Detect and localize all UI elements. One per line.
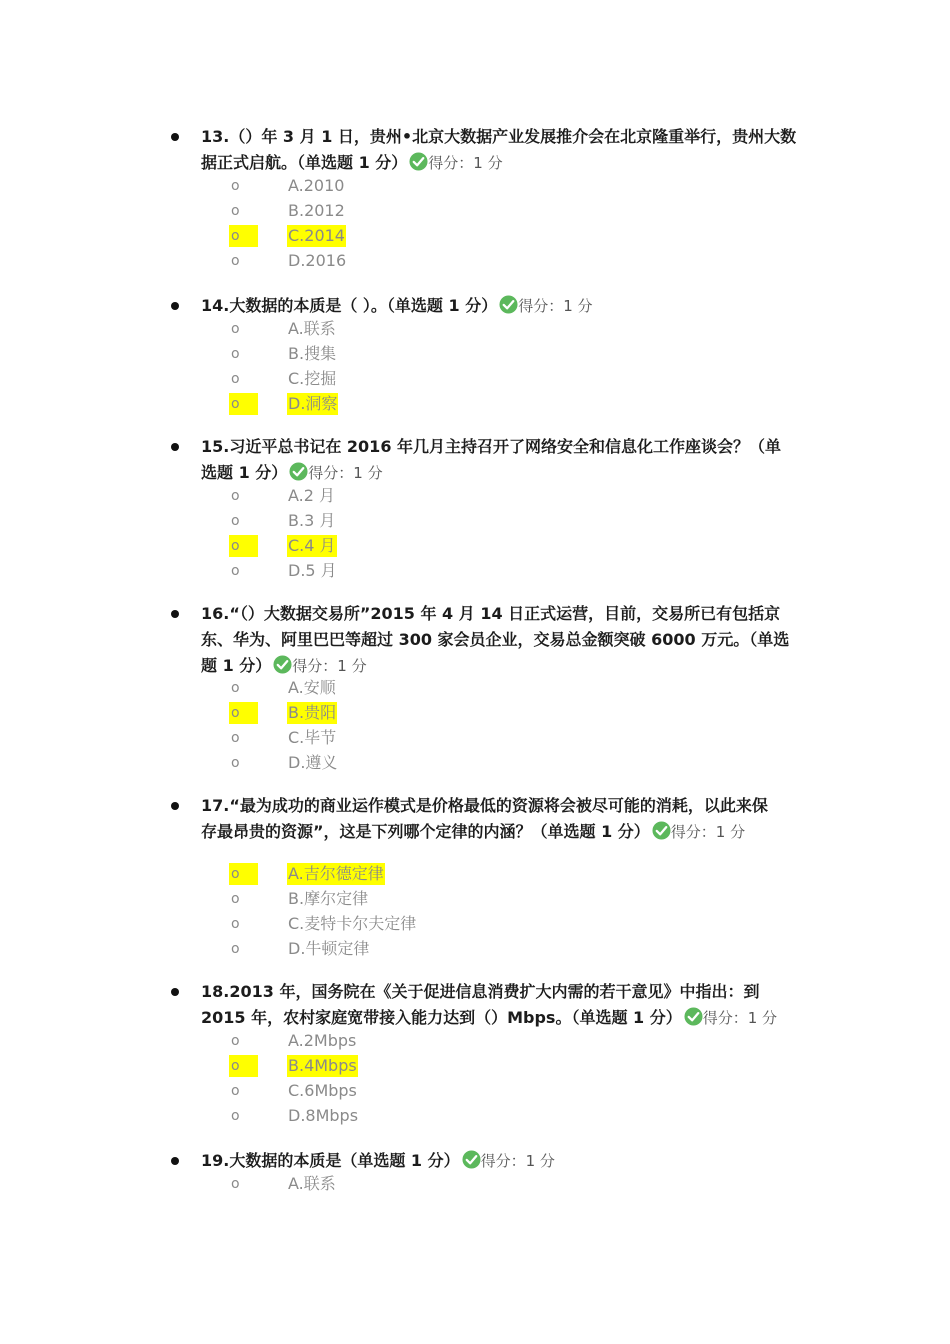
list-bullet — [171, 1157, 179, 1165]
answer-option[interactable] — [229, 250, 629, 272]
option-bullet: o — [231, 371, 240, 387]
answer-option[interactable] — [229, 677, 629, 699]
answer-option[interactable] — [229, 175, 629, 197]
score-label: 得分：1 分 — [518, 297, 593, 315]
option-label: D.遵义 — [288, 753, 338, 772]
question-text-line: 13.（）年 3 月 1 日，贵州•北京大数据产业发展推介会在北京隆重举行，贵州大数 — [201, 127, 797, 146]
question-text-line: 存最昂贵的资源”，这是下列哪个定律的内涵？（单选题 1 分） — [201, 822, 650, 841]
option-label: C.2014 — [288, 226, 345, 245]
question-text-line: 据正式启航。（单选题 1 分） — [201, 153, 408, 172]
option-label: B.贵阳 — [288, 703, 337, 722]
answer-option[interactable] — [229, 368, 629, 390]
option-label: C.麦特卡尔夫定律 — [288, 914, 417, 933]
answer-option[interactable] — [229, 1080, 629, 1102]
check-icon — [684, 1007, 703, 1026]
question-text-line: 14.大数据的本质是（ ）。（单选题 1 分） — [201, 296, 498, 315]
score-label: 得分：1 分 — [670, 823, 746, 841]
option-bullet: o — [231, 941, 240, 957]
question-text-line: 2015 年，农村家庭宽带接入能力达到（）Mbps。（单选题 1 分） — [201, 1008, 682, 1027]
list-bullet — [171, 302, 179, 310]
answer-option[interactable] — [229, 560, 629, 582]
option-bullet: o — [231, 253, 240, 269]
option-label: C.6Mbps — [288, 1081, 357, 1100]
score-label: 得分：1 分 — [480, 1152, 555, 1170]
question-text-line: 题 1 分） — [201, 656, 272, 675]
question-text-line: 17.“最为成功的商业运作模式是价格最低的资源将会被尽可能的消耗，以此来保 — [201, 796, 768, 815]
option-bullet: o — [231, 563, 240, 579]
answer-option[interactable] — [229, 752, 629, 774]
option-bullet: o — [231, 1033, 240, 1049]
option-bullet: o — [231, 178, 240, 194]
option-label: A.安顺 — [288, 678, 336, 697]
option-label: B.3 月 — [288, 511, 336, 530]
question-text-line: 19.大数据的本质是（单选题 1 分） — [201, 1151, 460, 1170]
option-bullet: o — [231, 916, 240, 932]
answer-option[interactable] — [229, 318, 629, 340]
question-title — [201, 434, 807, 486]
answer-option[interactable] — [229, 727, 629, 749]
question-text-line: 东、华为、阿里巴巴等超过 300 家会员企业，交易总金额突破 6000 万元。（单选 — [201, 630, 790, 649]
option-bullet: o — [231, 346, 240, 362]
option-bullet: o — [231, 891, 240, 907]
option-label: D.2016 — [288, 251, 347, 270]
list-bullet — [171, 443, 179, 451]
question-title — [201, 293, 807, 319]
option-bullet: o — [231, 203, 240, 219]
option-label: D.牛顿定律 — [288, 939, 370, 958]
answer-option-selected[interactable] — [229, 393, 629, 415]
answer-option[interactable] — [229, 1173, 629, 1195]
question-title — [201, 124, 807, 176]
option-label: B.搜集 — [288, 344, 337, 363]
list-bullet — [171, 610, 179, 618]
check-icon — [409, 152, 428, 171]
option-label: C.4 月 — [288, 536, 336, 555]
option-label: A.联系 — [288, 1174, 336, 1193]
option-label: D.5 月 — [288, 561, 337, 580]
check-icon — [499, 295, 518, 314]
question-text-line: 18.2013 年，国务院在《关于促进信息消费扩大内需的若干意见》中指出：到 — [201, 982, 760, 1001]
option-bullet: o — [229, 535, 258, 557]
option-label: D.洞察 — [288, 394, 338, 413]
answer-option[interactable] — [229, 510, 629, 532]
option-bullet: o — [229, 1055, 258, 1077]
answer-option[interactable] — [229, 1030, 629, 1052]
question-title — [201, 979, 807, 1031]
option-bullet: o — [229, 863, 258, 885]
score-label: 得分：1 分 — [428, 154, 503, 172]
list-bullet — [171, 988, 179, 996]
option-bullet: o — [231, 730, 240, 746]
answer-option-selected[interactable] — [229, 535, 629, 557]
option-bullet: o — [231, 1176, 240, 1192]
question-title — [201, 601, 807, 679]
answer-option[interactable] — [229, 343, 629, 365]
score-label: 得分：1 分 — [702, 1009, 778, 1027]
option-bullet: o — [231, 1108, 240, 1124]
option-bullet: o — [231, 680, 240, 696]
option-label: C.毕节 — [288, 728, 337, 747]
question-text-line: 15.习近平总书记在 2016 年几月主持召开了网络安全和信息化工作座谈会？（单 — [201, 437, 782, 456]
option-label: B.2012 — [288, 201, 345, 220]
option-bullet: o — [229, 393, 258, 415]
option-label: A.2010 — [288, 176, 345, 195]
question-title — [201, 793, 807, 845]
check-icon — [462, 1150, 481, 1169]
option-label: A.2 月 — [288, 486, 336, 505]
option-bullet: o — [231, 321, 240, 337]
option-bullet: o — [231, 1083, 240, 1099]
check-icon — [273, 655, 292, 674]
answer-option[interactable] — [229, 888, 629, 910]
check-icon — [289, 462, 308, 481]
option-bullet: o — [231, 755, 240, 771]
option-bullet: o — [231, 513, 240, 529]
answer-option[interactable] — [229, 938, 629, 960]
option-bullet: o — [229, 702, 258, 724]
answer-option-selected[interactable] — [229, 1055, 629, 1077]
option-label: B.4Mbps — [288, 1056, 357, 1075]
answer-option-selected[interactable] — [229, 225, 629, 247]
option-label: A.2Mbps — [288, 1031, 357, 1050]
question-text-line: 选题 1 分） — [201, 463, 288, 482]
answer-option[interactable] — [229, 200, 629, 222]
list-bullet — [171, 133, 179, 141]
answer-option[interactable] — [229, 913, 629, 935]
option-label: A.联系 — [288, 319, 336, 338]
option-label: B.摩尔定律 — [288, 889, 369, 908]
answer-option-selected[interactable] — [229, 863, 629, 885]
option-bullet: o — [231, 488, 240, 504]
score-label: 得分：1 分 — [292, 657, 367, 675]
option-label: A.吉尔德定律 — [288, 864, 384, 883]
question-text-line: 16.“（）大数据交易所”2015 年 4 月 14 日正式运营，目前，交易所已有包括京 — [201, 604, 781, 623]
answer-option[interactable] — [229, 1105, 629, 1127]
question-title — [201, 1148, 807, 1174]
check-icon — [652, 821, 671, 840]
answer-option[interactable] — [229, 485, 629, 507]
option-label: C.挖掘 — [288, 369, 337, 388]
option-bullet: o — [229, 225, 258, 247]
list-bullet — [171, 802, 179, 810]
score-label: 得分：1 分 — [308, 464, 383, 482]
answer-option-selected[interactable] — [229, 702, 629, 724]
option-label: D.8Mbps — [288, 1106, 359, 1125]
